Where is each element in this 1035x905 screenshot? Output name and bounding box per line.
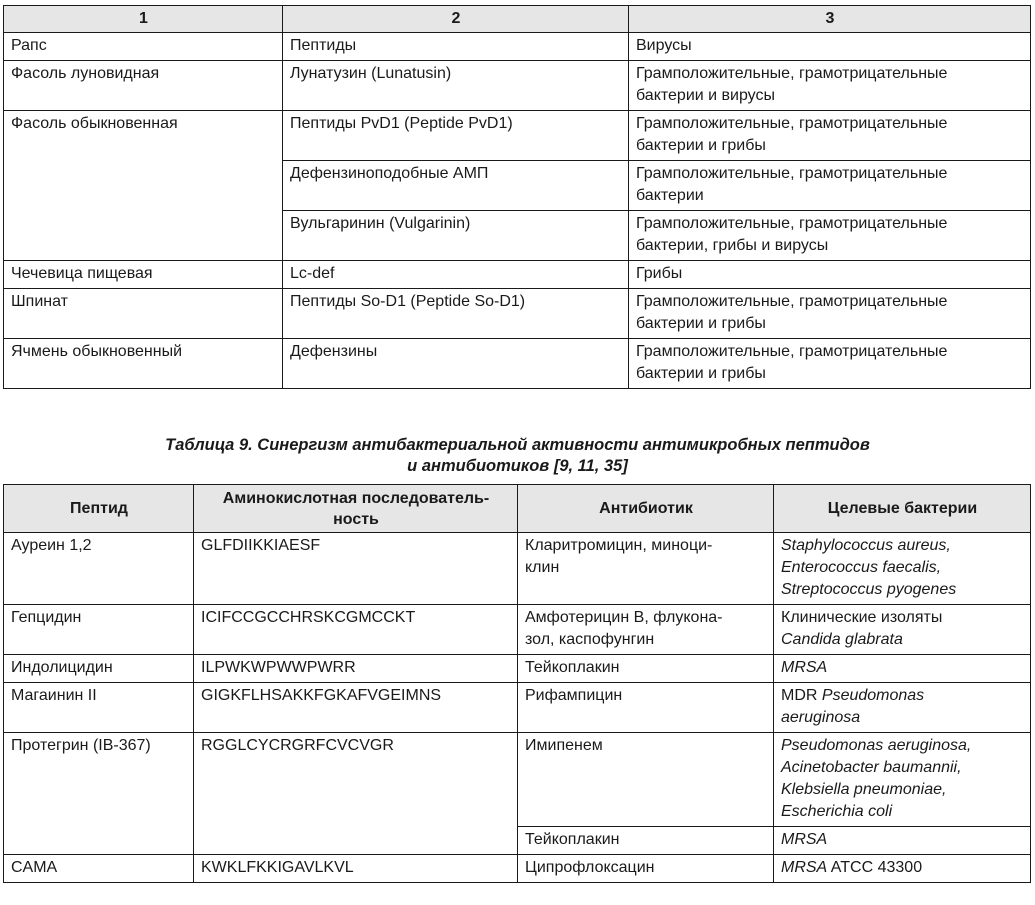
plant-cell: Ячмень обыкновенный [4, 339, 283, 389]
antibiotic-cell: Ципрофлоксацин [518, 855, 774, 883]
column-header: 1 [4, 6, 283, 33]
peptide-cell: Пептиды [283, 33, 629, 61]
plant-cell: Шпинат [4, 289, 283, 339]
table-9 [3, 484, 1031, 883]
plant-cell: Чечевица пищевая [4, 261, 283, 289]
column-header: 2 [283, 6, 629, 33]
table-caption [0, 435, 1035, 477]
bacteria-cell: MRSA [774, 655, 1031, 683]
table-header-row [4, 6, 1031, 33]
antibiotic-cell: Имипенем [518, 733, 774, 827]
antibiotic-cell: Рифампицин [518, 683, 774, 733]
peptide-cell: Пептиды PvD1 (Peptide PvD1) [283, 111, 629, 161]
sequence-cell: RGGLCYCRGRFCVCVGR [194, 733, 518, 855]
table-row [4, 33, 1031, 61]
plant-cell: Фасоль обыкновенная [4, 111, 283, 261]
peptide-cell: Лунатузин (Lunatusin) [283, 61, 629, 111]
antibiotic-cell: Амфотерицин B, флукона- зол, каспофунгин [518, 605, 774, 655]
peptide-cell: Вульгаринин (Vulgarinin) [283, 211, 629, 261]
antibiotic-cell: Кларитромицин, миноци- клин [518, 533, 774, 605]
antibiotic-cell: Тейкоплакин [518, 655, 774, 683]
bacteria-cell: MRSA ATCC 43300 [774, 855, 1031, 883]
peptide-cell: Пептиды So-D1 (Peptide So-D1) [283, 289, 629, 339]
peptide-cell: Протегрин (IB-367) [4, 733, 194, 855]
table-row [4, 61, 1031, 111]
plant-cell: Рапс [4, 33, 283, 61]
peptide-cell: CAMA [4, 855, 194, 883]
peptide-cell: Дефензиноподобные АМП [283, 161, 629, 211]
sequence-cell: ILPWKWPWWPWRR [194, 655, 518, 683]
table-row [4, 605, 1031, 655]
table-row [4, 533, 1031, 605]
table-row [4, 261, 1031, 289]
table-row [4, 289, 1031, 339]
caption-line: и антибиотиков [9, 11, 35] [407, 457, 628, 475]
table-header-row [4, 485, 1031, 533]
table-row [4, 111, 1031, 161]
peptide-cell: Магаинин II [4, 683, 194, 733]
target-cell: Грамположительные, грамотрицательные бактерии и грибы [629, 111, 1031, 161]
column-header-peptide: Пептид [4, 485, 194, 533]
target-cell: Вирусы [629, 33, 1031, 61]
bacteria-cell: Staphylococcus aureus, Enterococcus faecalis, Streptococcus pyogenes [774, 533, 1031, 605]
caption-line: Таблица 9. Синергизм антибактериальной активности антимикробных пептидов [165, 436, 870, 454]
antibiotic-cell: Тейкоплакин [518, 827, 774, 855]
bacteria-cell: MRSA [774, 827, 1031, 855]
column-header-antibiotic: Антибиотик [518, 485, 774, 533]
target-cell: Грамположительные, грамотрицательные бактерии и грибы [629, 289, 1031, 339]
table-row [4, 683, 1031, 733]
sequence-cell: GIGKFLHSAKKFGKAFVGEIMNS [194, 683, 518, 733]
plant-cell: Фасоль луновидная [4, 61, 283, 111]
sequence-cell: GLFDIIKKIAESF [194, 533, 518, 605]
bacteria-cell: MDR Pseudomonas aeruginosa [774, 683, 1031, 733]
target-cell: Грамположительные, грамотрицательные бактерии [629, 161, 1031, 211]
target-cell: Грамположительные, грамотрицательные бактерии, грибы и вирусы [629, 211, 1031, 261]
column-header-bacteria: Целевые бактерии [774, 485, 1031, 533]
bacteria-cell: Pseudomonas aeruginosa, Acinetobacter baumannii, Klebsiella pneumoniae, Escherichia coli [774, 733, 1031, 827]
peptide-cell: Индолицидин [4, 655, 194, 683]
sequence-cell: KWKLFKKIGAVLKVL [194, 855, 518, 883]
column-header-sequence: Аминокислотная последователь- ность [194, 485, 518, 533]
target-cell: Грамположительные, грамотрицательные бактерии и грибы [629, 339, 1031, 389]
table-8 [3, 5, 1031, 389]
sequence-cell: ICIFCCGCCHRSKCGMCCKT [194, 605, 518, 655]
peptide-cell: Гепцидин [4, 605, 194, 655]
table-row [4, 733, 1031, 827]
bacteria-cell: Клинические изоляты Candida glabrata [774, 605, 1031, 655]
table-row [4, 655, 1031, 683]
peptide-cell: Ауреин 1,2 [4, 533, 194, 605]
peptide-cell: Lc-def [283, 261, 629, 289]
table-row [4, 855, 1031, 883]
target-cell: Грамположительные, грамотрицательные бактерии и вирусы [629, 61, 1031, 111]
column-header: 3 [629, 6, 1031, 33]
target-cell: Грибы [629, 261, 1031, 289]
peptide-cell: Дефензины [283, 339, 629, 389]
table-row [4, 339, 1031, 389]
